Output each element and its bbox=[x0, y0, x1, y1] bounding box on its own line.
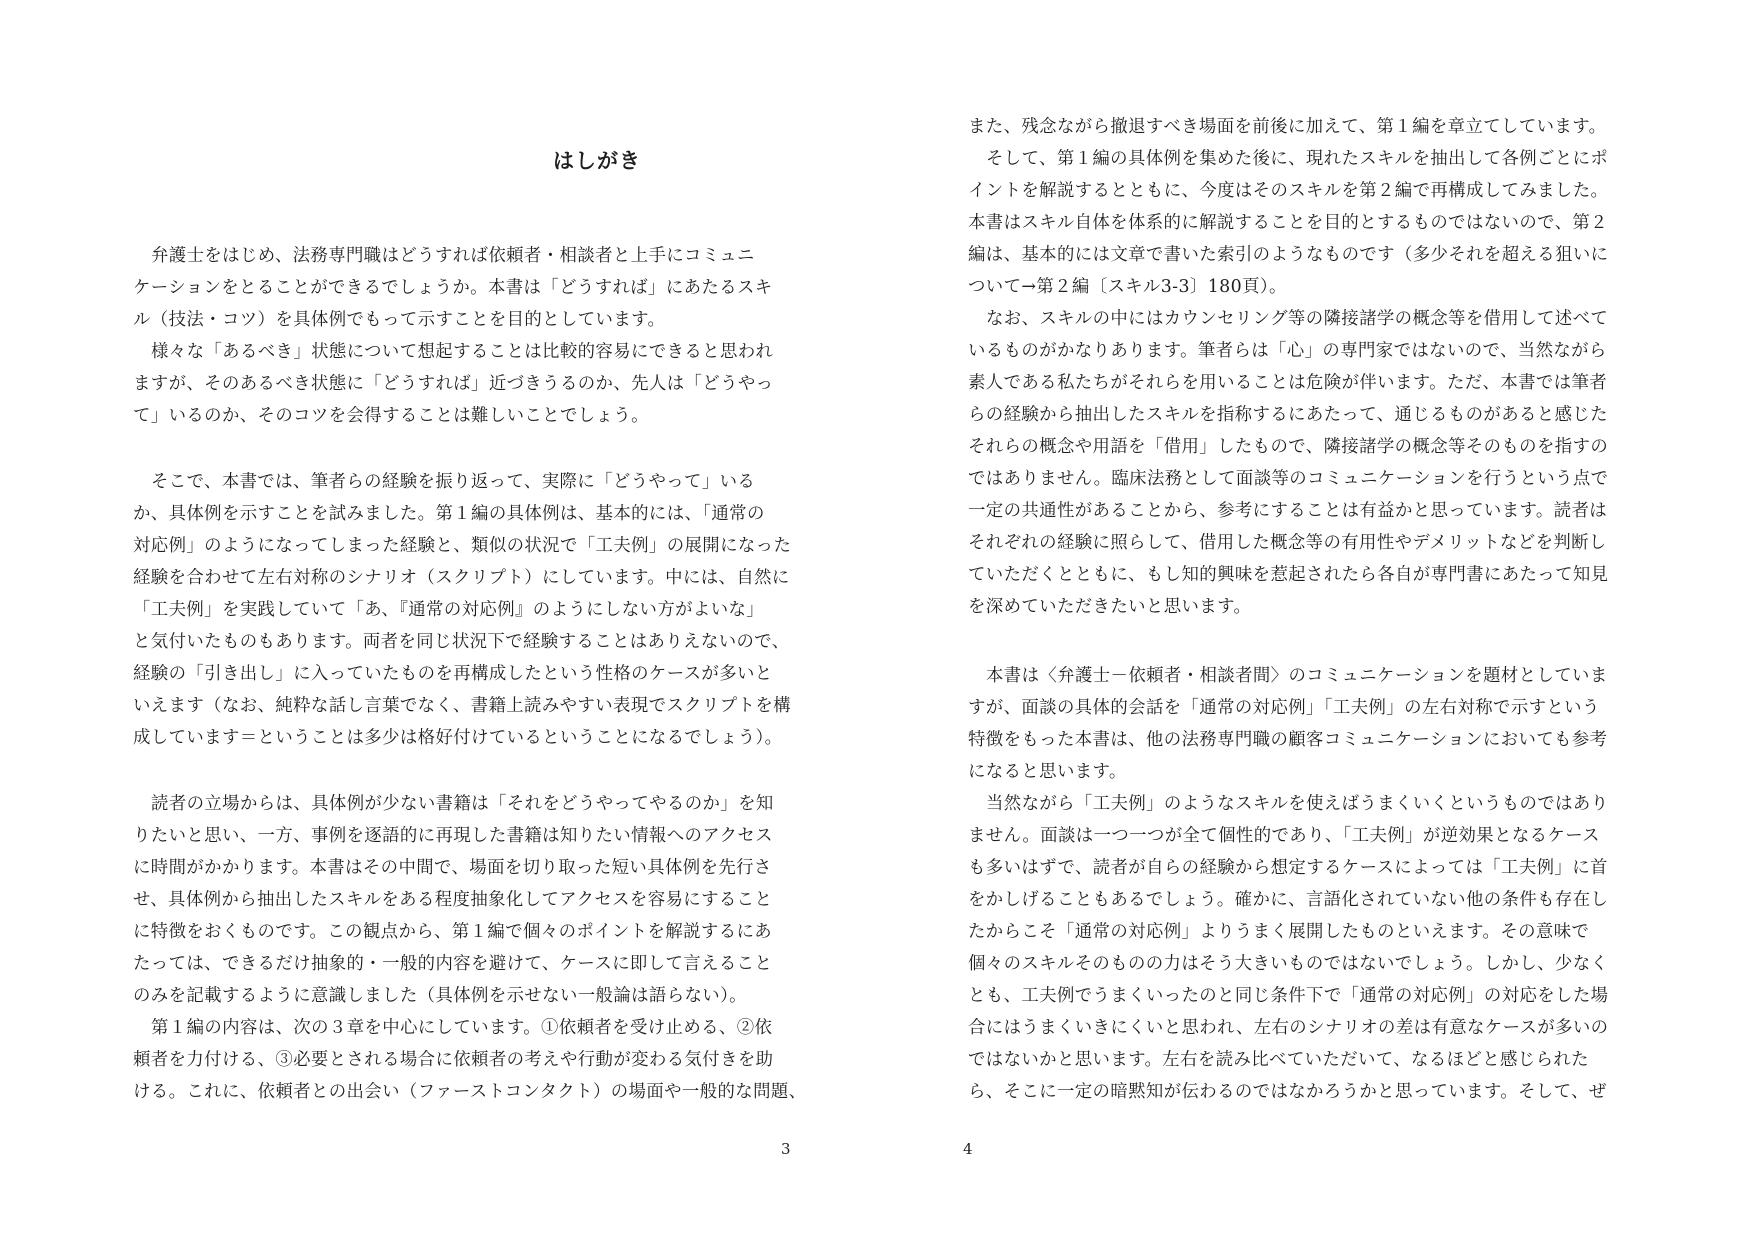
text-line: 一定の共通性があることから、参考にすることは有益かと思っています。読者は bbox=[968, 501, 1608, 521]
text-line: 素人である私たちがそれらを用いることは危険が伴います。ただ、本書では筆者 bbox=[968, 373, 1608, 393]
text-line: 本書はスキル自体を体系的に解説することを目的とするものではないので、第２ bbox=[968, 213, 1608, 233]
text-line: たっては、できるだけ抽象的・一般的内容を避けて、ケースに即して言えること bbox=[133, 954, 773, 974]
text-line: また、残念ながら撤退すべき場面を前後に加えて、第１編を章立てしています。 bbox=[968, 117, 1607, 137]
text-line: に特徴をおくものです。この観点から、第１編で個々のポイントを解説するにあ bbox=[133, 922, 773, 942]
text-line: 「工夫例」を実践していて「あ、『通常の対応例』のようにしない方がよいな」 bbox=[133, 600, 765, 620]
text-line: それらの概念や用語を「借用」したもので、隣接諸学の概念等そのものを指すの bbox=[968, 437, 1609, 457]
text-line: それぞれの経験に照らして、借用した概念等の有用性やデメリットなどを判断し bbox=[968, 533, 1607, 553]
text-line: をかしげることもあるでしょう。確かに、言語化されていない他の条件も存在し bbox=[968, 890, 1609, 910]
text-line: ケーションをとることができるでしょうか。本書は「どうすれば」にあたるスキ bbox=[133, 278, 773, 298]
paragraph-block-5 bbox=[968, 660, 1668, 1108]
text-line: ますが、そのあるべき状態に「どうすれば」近づきうるのか、先人は「どうやっ bbox=[133, 374, 774, 394]
text-line: らの経験から抽出したスキルを指称するにあたって、通じるものがあると感じた bbox=[968, 405, 1608, 425]
text-line: 読者の立場からは、具体例が少ない書籍は「それをどうやってやるのか」を知 bbox=[151, 794, 774, 814]
text-line: 対応例」のようになってしまった経験と、類似の状況で「工夫例」の展開になった bbox=[133, 536, 792, 556]
text-line: 編は、基本的には文章で書いた索引のようなものです（多少それを超える狙いに bbox=[968, 245, 1609, 265]
text-line: すが、面談の具体的会話を「通常の対応例」「工夫例」の左右対称で示すという bbox=[968, 698, 1600, 718]
text-line: か、具体例を示すことを試みました。第１編の具体例は、基本的には、「通常の bbox=[133, 504, 765, 524]
text-line: になると思います。 bbox=[968, 762, 1127, 782]
text-line: て」いるのか、そのコツを会得することは難しいことでしょう。 bbox=[133, 406, 649, 426]
paragraph-block-1 bbox=[133, 240, 833, 432]
text-line: 個々のスキルそのものの力はそう大きいものではないでしょう。しかし、少なく bbox=[968, 954, 1609, 974]
text-line: いるものがかなりあります。筆者らは「心」の専門家ではないので、当然ながら bbox=[968, 341, 1607, 361]
text-line: とも、工夫例でうまくいったのと同じ条件下で「通常の対応例」の対応をした場 bbox=[968, 986, 1609, 1006]
text-line: りたいと思い、一方、事例を逐語的に再現した書籍は知りたい情報へのアクセス bbox=[133, 826, 773, 846]
text-line: 特徴をもった本書は、他の法務専門職の顧客コミュニケーションにおいても参考 bbox=[968, 730, 1608, 750]
text-line: 頼者を力付ける、③必要とされる場合に依頼者の考えや行動が変わる気付きを助 bbox=[133, 1050, 774, 1070]
text-line: ていただくとともに、もし知的興味を惹起されたら各自が専門書にあたって知見 bbox=[968, 565, 1609, 585]
text-line: ける。これに、依頼者との出会い（ファーストコンタクト）の場面や一般的な問題、 bbox=[133, 1082, 807, 1102]
text-line: 成しています＝ということは多少は格好付けているということになるでしょう）。 bbox=[133, 728, 783, 748]
text-line: せ、具体例から抽出したスキルをある程度抽象化してアクセスを容易にすること bbox=[133, 890, 773, 910]
text-line: ではないかと思います。左右を読み比べていただいて、なるほどと感じられた bbox=[968, 1050, 1589, 1070]
text-line: 様々な「あるべき」状態について想起することは比較的容易にできると思われ bbox=[151, 342, 774, 362]
text-line: を深めていただきたいと思います。 bbox=[968, 597, 1252, 617]
text-line: 合にはうまくいきにくいと思われ、左右のシナリオの差は有意なケースが多いの bbox=[968, 1018, 1609, 1038]
text-line: そこで、本書では、筆者らの経験を振り返って、実際に「どうやって」いる bbox=[151, 472, 756, 492]
text-line: に時間がかかります。本書はその中間で、場面を切り取った短い具体例を先行さ bbox=[133, 858, 772, 878]
text-line: 本書は〈弁護士－依頼者・相談者間〉のコミュニケーションを題材としていま bbox=[986, 666, 1608, 686]
text-line: 第１編の内容は、次の３章を中心にしています。①依頼者を受け止める、②依 bbox=[151, 1018, 773, 1038]
text-line: イントを解説するとともに、今度はそのスキルを第２編で再構成してみました。 bbox=[968, 181, 1609, 201]
page-title: はしがき bbox=[553, 149, 641, 173]
text-line: ではありません。臨床法務として面談等のコミュニケーションを行うという点で bbox=[968, 469, 1609, 489]
text-line: 経験の「引き出し」に入っていたものを再構成したという性格のケースが多いと bbox=[133, 664, 773, 684]
page-number: 3 bbox=[781, 1140, 791, 1158]
paragraph-block-3 bbox=[133, 788, 833, 1108]
text-line: ら、そこに一定の暗黙知が伝わるのではなかろうかと思っています。そして、ぜ bbox=[968, 1082, 1607, 1102]
paragraph-block-4 bbox=[968, 111, 1668, 623]
text-line: 弁護士をはじめ、法務専門職はどうすれば依頼者・相談者と上手にコミュニ bbox=[151, 246, 755, 266]
text-line: ません。面談は一つ一つが全て個性的であり、「工夫例」が逆効果となるケース bbox=[968, 826, 1600, 846]
text-line: ル（技法・コツ）を具体例でもって示すことを目的としています。 bbox=[133, 310, 666, 330]
text-line: 当然ながら「工夫例」のようなスキルを使えばうまくいくというものではあり bbox=[986, 794, 1609, 814]
text-line: いえます（なお、純粋な話し言葉でなく、書籍上読みやすい表現でスクリプトを構 bbox=[133, 696, 791, 716]
text-line: ついて→第２編〔スキル3-3〕180頁）。 bbox=[968, 277, 1287, 297]
text-line: なお、スキルの中にはカウンセリング等の隣接諸学の概念等を借用して述べて bbox=[986, 309, 1609, 329]
text-line: のみを記載するように意識しました（具体例を示せない一般論は語らない）。 bbox=[133, 986, 747, 1006]
text-line: そして、第１編の具体例を集めた後に、現れたスキルを抽出して各例ごとにポ bbox=[986, 149, 1609, 169]
text-line: たからこそ「通常の対応例」よりうまく展開したものといえます。その意味で bbox=[968, 922, 1590, 942]
text-line: 経験を合わせて左右対称のシナリオ（スクリプト）にしています。中には、自然に bbox=[133, 568, 790, 588]
text-line: と気付いたものもあります。両者を同じ状況下で経験することはありえないので、 bbox=[133, 632, 790, 652]
text-line: も多いはずで、読者が自らの経験から想定するケースによっては「工夫例」に首 bbox=[968, 858, 1608, 878]
paragraph-block-2 bbox=[133, 466, 833, 754]
page-number: 4 bbox=[963, 1140, 973, 1158]
